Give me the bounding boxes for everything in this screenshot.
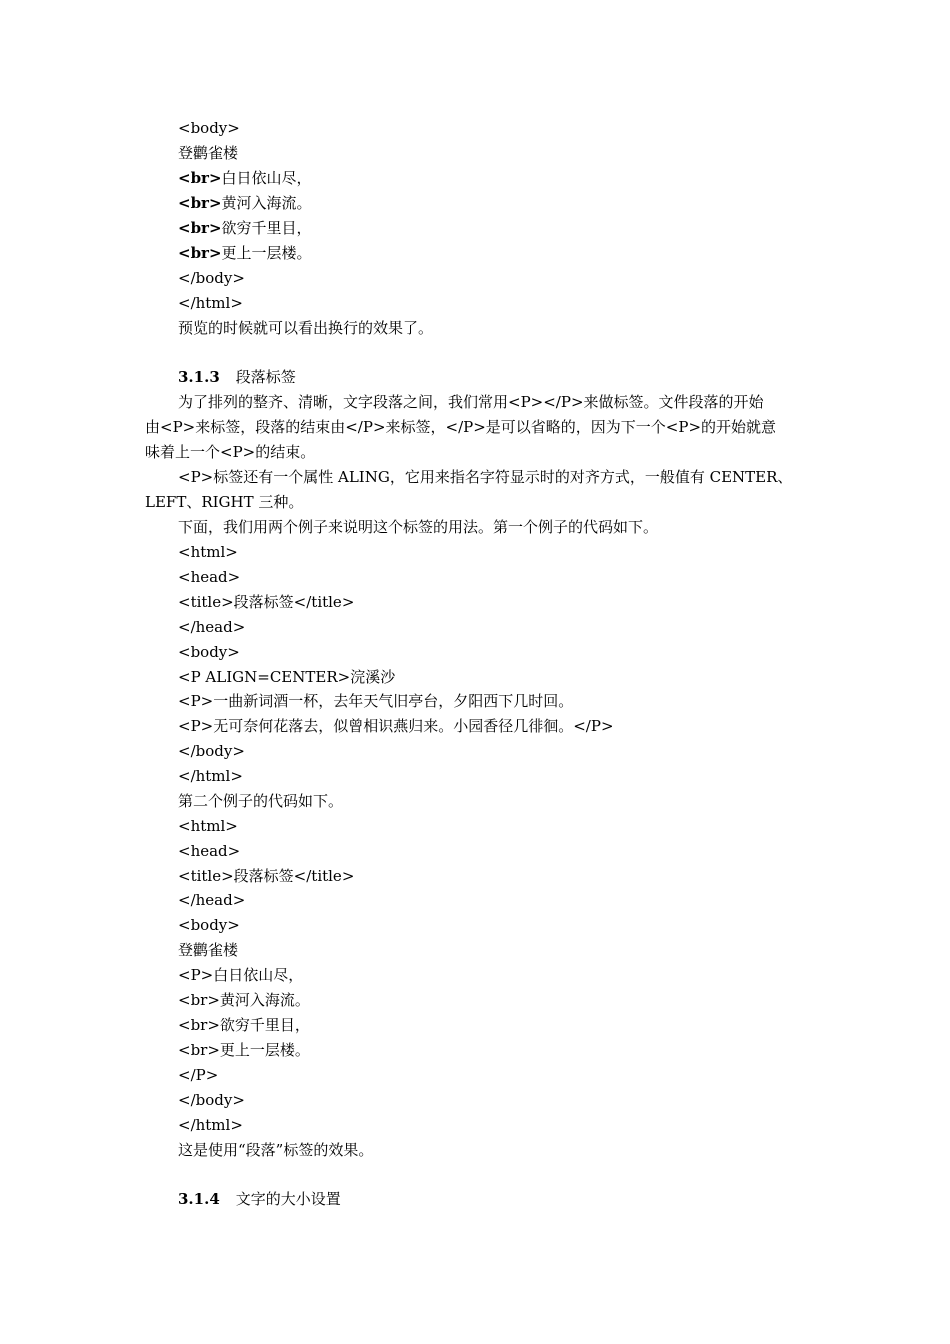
br-tag: <br> — [178, 219, 222, 237]
section-number: 3.1.4 — [178, 1190, 220, 1208]
body-text: 这是使用“段落”标签的效果。 — [178, 1141, 374, 1159]
code-line: </P> — [178, 1066, 219, 1084]
code-line: </head> — [178, 891, 246, 909]
section-number: 3.1.3 — [178, 368, 220, 386]
code-line: </body> — [178, 1091, 245, 1109]
code-text: 白日依山尽， — [221, 169, 312, 187]
br-tag: <br> — [178, 244, 222, 262]
code-text: 更上一层楼。 — [221, 244, 312, 262]
code-line: </html> — [178, 1116, 243, 1134]
code-line: </head> — [178, 618, 246, 636]
br-tag: <br> — [178, 194, 222, 212]
code-text: 欲穷千里目， — [221, 219, 312, 237]
code-line — [178, 218, 312, 238]
paragraph-line: 下面，我们用两个例子来说明这个标签的用法。第一个例子的代码如下。 — [178, 518, 659, 536]
code-text: 黄河入海流。 — [221, 194, 312, 212]
code-line: <title>段落标签</title> — [178, 867, 355, 885]
paragraph-line: 味着上一个<P>的结束。 — [145, 443, 316, 461]
br-tag: <br> — [178, 169, 222, 187]
section-heading — [178, 1189, 341, 1209]
code-line: <P>白日依山尽， — [178, 966, 304, 984]
code-line — [178, 168, 312, 188]
code-line: 登鹳雀楼 — [178, 144, 239, 162]
code-line: <br>欲穷千里目， — [178, 1016, 310, 1034]
section-heading — [178, 367, 296, 387]
body-text: 预览的时候就可以看出换行的效果了。 — [178, 319, 434, 337]
code-line: <title>段落标签</title> — [178, 593, 355, 611]
code-line: <P ALIGN=CENTER>浣溪沙 — [178, 668, 396, 686]
paragraph-line: <P>标签还有一个属性 ALING，它用来指名字符显示时的对齐方式，一般值有 CENTER、 — [178, 468, 793, 486]
code-line: <P>无可奈何花落去，似曾相识燕归来。小园香径几徘徊。</P> — [178, 717, 614, 735]
code-line: </html> — [178, 767, 243, 785]
code-line: <head> — [178, 568, 241, 586]
paragraph-line: LEFT、RIGHT 三种。 — [145, 493, 304, 511]
paragraph-line: 为了排列的整齐、清晰，文字段落之间，我们常用<P></P>来做标签。文件段落的开始 — [178, 393, 764, 411]
code-line — [178, 243, 312, 263]
code-line: </body> — [178, 269, 245, 287]
code-line: <body> — [178, 119, 240, 137]
code-line: 登鹳雀楼 — [178, 941, 239, 959]
code-line: <html> — [178, 817, 238, 835]
code-line: <br>黄河入海流。 — [178, 991, 310, 1009]
code-line: <head> — [178, 842, 241, 860]
code-line: <body> — [178, 643, 240, 661]
code-line: <html> — [178, 543, 238, 561]
section-title: 段落标签 — [235, 368, 296, 386]
code-line: <body> — [178, 916, 240, 934]
body-text: 第二个例子的代码如下。 — [178, 792, 344, 810]
code-line: <P>一曲新词酒一杯，去年天气旧亭台，夕阳西下几时回。 — [178, 692, 574, 710]
paragraph-line: 由<P>来标签，段落的结束由</P>来标签，</P>是可以省略的，因为下一个<P>的开始就意 — [145, 418, 777, 436]
code-line: <br>更上一层楼。 — [178, 1041, 310, 1059]
code-line — [178, 193, 312, 213]
code-line: </body> — [178, 742, 245, 760]
section-title: 文字的大小设置 — [235, 1190, 341, 1208]
code-line: </html> — [178, 294, 243, 312]
